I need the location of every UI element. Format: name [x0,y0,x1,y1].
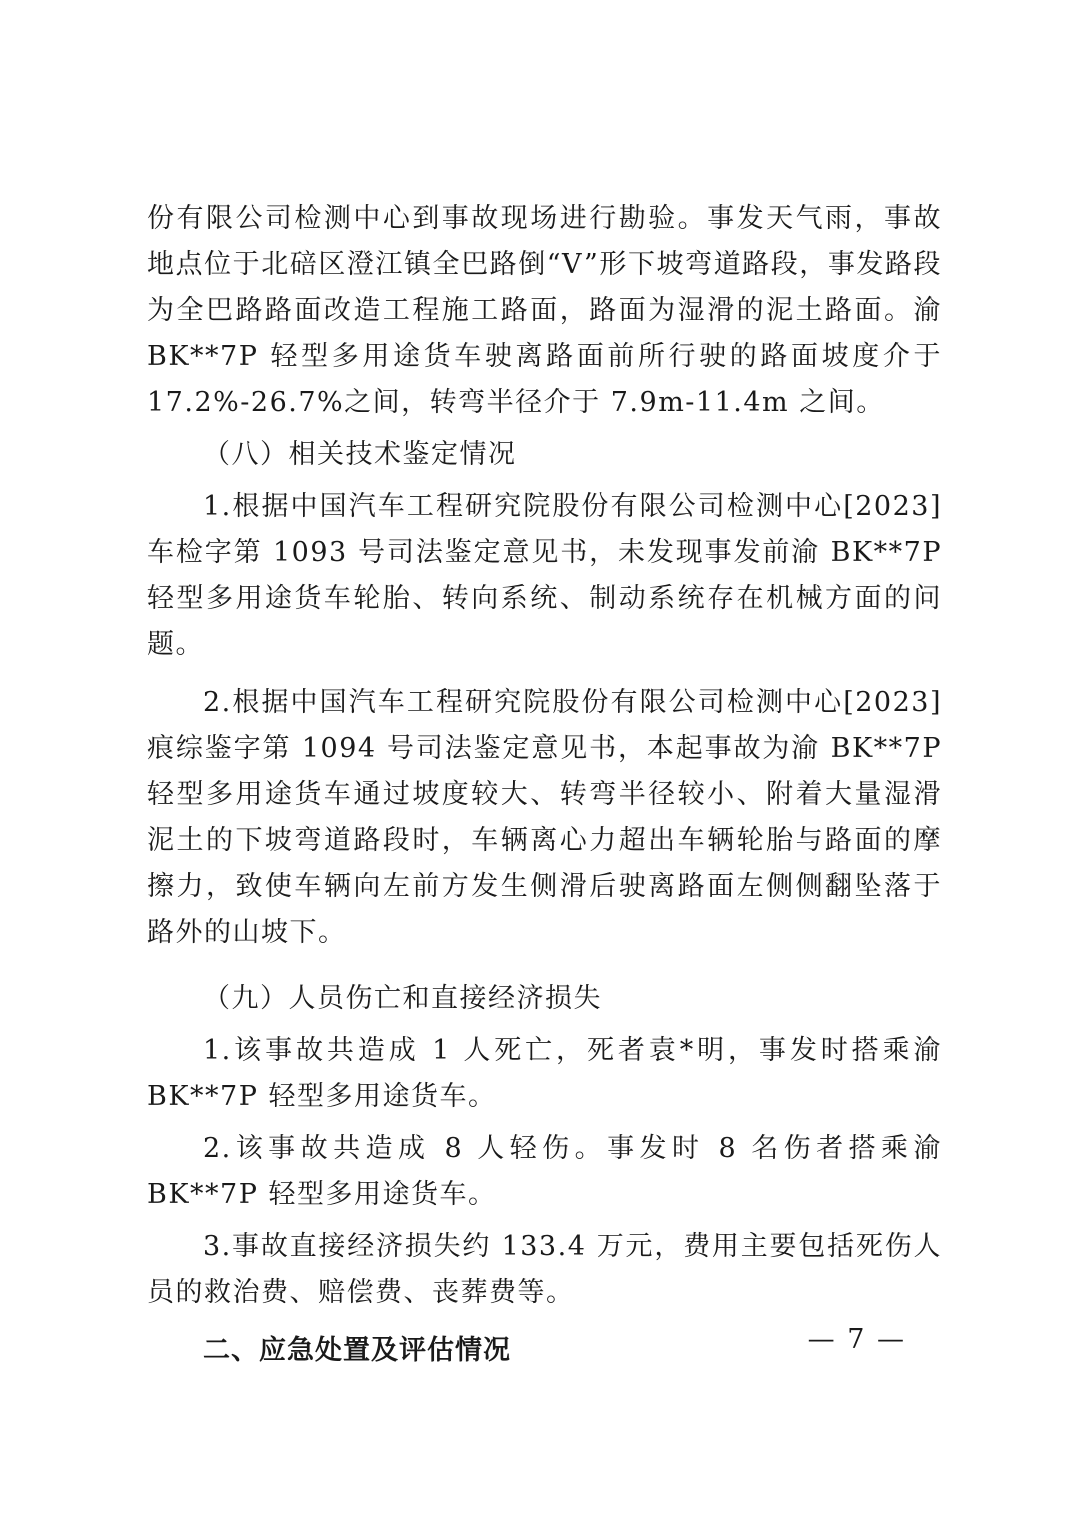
paragraph-scene-inspection: 份有限公司检测中心到事故现场进行勘验。事发天气雨，事故地点位于北碚区澄江镇全巴路倒“V”形下坡弯道路段，事发路段为全巴路路面改造工程施工路面，路面为湿滑的泥土路面。渝 BK**7P 轻型多用途货车驶离路面前所行驶的路面坡度介于 17.2%-26.7%之间，转弯半径介于 7.9m-11.4m 之间。 [147,203,942,418]
paragraph-appraisal-1: 1.根据中国汽车工程研究院股份有限公司检测中心[2023]车检字第 1093 号司法鉴定意见书，未发现事发前渝 BK**7P 轻型多用途货车轮胎、转向系统、制动系统存在机械方面的问题。 [147,491,942,660]
paragraph-casualty-injury: 2.该事故共造成 8 人轻伤。事发时 8 名伤者搭乘渝 BK**7P 轻型多用途货车。 [147,1133,942,1210]
paragraph-economic-loss: 3.事故直接经济损失约 133.4 万元，费用主要包括死伤人员的救治费、赔偿费、丧葬费等。 [147,1231,942,1308]
paragraph-casualty-death: 1.该事故共造成 1 人死亡，死者袁*明，事发时搭乘渝 BK**7P 轻型多用途货车。 [147,1035,942,1112]
paragraph-appraisal-2: 2.根据中国汽车工程研究院股份有限公司检测中心[2023]痕综鉴字第 1094 号司法鉴定意见书，本起事故为渝 BK**7P 轻型多用途货车通过坡度较大、转弯半径较小、附着大量湿滑泥土的下坡弯道路段时，车辆离心力超出车辆轮胎与路面的摩擦力，致使车辆向左前方发生侧滑后驶离路面左侧侧翻坠落于路外的山坡下。 [147,687,942,948]
chapter-heading-emergency-response: 二、应急处置及评估情况 [203,1335,511,1366]
section-heading-casualties-losses: （九）人员伤亡和直接经济损失 [203,983,602,1014]
page-number: — 7 — [807,1324,906,1355]
section-heading-technical-appraisal: （八）相关技术鉴定情况 [203,439,517,470]
document-body [147,196,942,1374]
